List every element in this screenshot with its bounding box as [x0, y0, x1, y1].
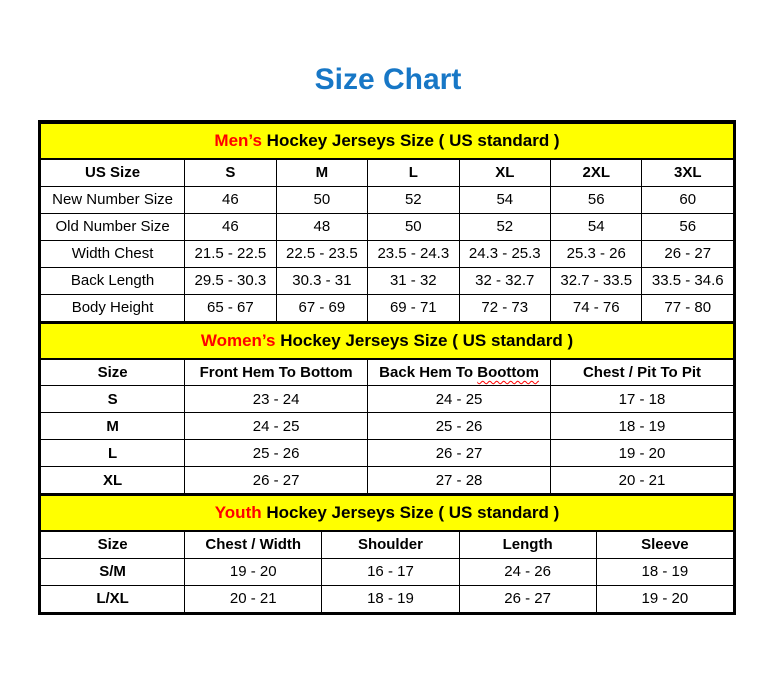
- row-label: XL: [41, 467, 185, 494]
- size-value-cell: 22.5 - 23.5: [276, 240, 367, 267]
- size-value-cell: 18 - 19: [322, 585, 459, 612]
- column-header: Back Hem To Boottom: [368, 359, 551, 386]
- size-row: [41, 440, 734, 467]
- size-value-cell: 27 - 28: [368, 467, 551, 494]
- column-header: M: [276, 159, 367, 186]
- column-header-row: [41, 159, 734, 186]
- row-label: New Number Size: [41, 186, 185, 213]
- size-value-cell: 19 - 20: [551, 440, 734, 467]
- column-header: XL: [459, 159, 550, 186]
- row-label: Old Number Size: [41, 213, 185, 240]
- row-label: M: [41, 413, 185, 440]
- column-header: S: [185, 159, 276, 186]
- womens-size-table: [40, 322, 734, 495]
- row-label: S/M: [41, 558, 185, 585]
- size-value-cell: 26 - 27: [459, 585, 596, 612]
- size-row: [41, 558, 734, 585]
- size-value-cell: 21.5 - 22.5: [185, 240, 276, 267]
- youth-size-table: [40, 494, 734, 613]
- size-value-cell: 54: [459, 186, 550, 213]
- column-header-row: [41, 359, 734, 386]
- size-value-cell: 16 - 17: [322, 558, 459, 585]
- column-header: Shoulder: [322, 531, 459, 558]
- size-tables: [38, 120, 736, 615]
- row-label: Width Chest: [41, 240, 185, 267]
- size-value-cell: 25.3 - 26: [551, 240, 642, 267]
- column-header: 3XL: [642, 159, 734, 186]
- size-value-cell: 46: [185, 213, 276, 240]
- section-header-row: [41, 495, 734, 531]
- section-header-womens: [41, 323, 734, 359]
- column-header: Sleeve: [596, 531, 733, 558]
- size-value-cell: 24 - 26: [459, 558, 596, 585]
- size-row: [41, 213, 734, 240]
- column-header: Front Hem To Bottom: [185, 359, 368, 386]
- size-value-cell: 20 - 21: [185, 585, 322, 612]
- size-value-cell: 17 - 18: [551, 386, 734, 413]
- size-value-cell: 32.7 - 33.5: [551, 267, 642, 294]
- size-row: [41, 186, 734, 213]
- section-title-rest: Hockey Jerseys Size ( US standard ): [261, 503, 560, 522]
- section-title-highlight: Women’s: [200, 330, 276, 350]
- size-value-cell: 26 - 27: [368, 440, 551, 467]
- column-header: Chest / Width: [185, 531, 322, 558]
- size-row: [41, 386, 734, 413]
- size-value-cell: 24 - 25: [185, 413, 368, 440]
- size-value-cell: 50: [368, 213, 459, 240]
- size-value-cell: 26 - 27: [642, 240, 734, 267]
- size-value-cell: 69 - 71: [368, 294, 459, 321]
- page-title: Size Chart: [314, 63, 462, 96]
- size-value-cell: 54: [551, 213, 642, 240]
- section-title-rest: Hockey Jerseys Size ( US standard ): [275, 330, 574, 350]
- size-row: [41, 294, 734, 321]
- size-value-cell: 19 - 20: [185, 558, 322, 585]
- row-label: S: [41, 386, 185, 413]
- size-value-cell: 74 - 76: [551, 294, 642, 321]
- mens-size-table: [40, 122, 734, 322]
- size-value-cell: 23.5 - 24.3: [368, 240, 459, 267]
- size-row: [41, 467, 734, 494]
- size-value-cell: 29.5 - 30.3: [185, 267, 276, 294]
- section-header-mens: [41, 123, 734, 159]
- size-value-cell: 50: [276, 186, 367, 213]
- row-label: L/XL: [41, 585, 185, 612]
- size-value-cell: 52: [368, 186, 459, 213]
- column-header: Size: [41, 531, 185, 558]
- column-header: L: [368, 159, 459, 186]
- section-header-row: [41, 123, 734, 159]
- column-header: Chest / Pit To Pit: [551, 359, 734, 386]
- size-value-cell: 56: [551, 186, 642, 213]
- size-value-cell: 31 - 32: [368, 267, 459, 294]
- size-value-cell: 26 - 27: [185, 467, 368, 494]
- size-value-cell: 19 - 20: [596, 585, 733, 612]
- size-value-cell: 25 - 26: [368, 413, 551, 440]
- column-header: Size: [41, 359, 185, 386]
- size-value-cell: 46: [185, 186, 276, 213]
- size-value-cell: 25 - 26: [185, 440, 368, 467]
- size-value-cell: 56: [642, 213, 734, 240]
- size-value-cell: 20 - 21: [551, 467, 734, 494]
- size-value-cell: 33.5 - 34.6: [642, 267, 734, 294]
- section-title-highlight: Youth: [214, 503, 262, 522]
- column-header: 2XL: [551, 159, 642, 186]
- size-value-cell: 72 - 73: [459, 294, 550, 321]
- section-header-row: [41, 323, 734, 359]
- size-value-cell: 32 - 32.7: [459, 267, 550, 294]
- size-value-cell: 60: [642, 186, 734, 213]
- section-title-highlight: Men’s: [214, 131, 262, 150]
- misspelled-word: Boottom: [477, 363, 539, 381]
- column-header: US Size: [41, 159, 185, 186]
- size-row: [41, 267, 734, 294]
- size-value-cell: 24.3 - 25.3: [459, 240, 550, 267]
- row-label: Back Length: [41, 267, 185, 294]
- size-value-cell: 67 - 69: [276, 294, 367, 321]
- size-value-cell: 24 - 25: [368, 386, 551, 413]
- section-header-youth: [41, 495, 734, 531]
- row-label: L: [41, 440, 185, 467]
- size-value-cell: 18 - 19: [551, 413, 734, 440]
- size-row: [41, 585, 734, 612]
- size-value-cell: 30.3 - 31: [276, 267, 367, 294]
- section-title-rest: Hockey Jerseys Size ( US standard ): [261, 131, 560, 150]
- column-header-row: [41, 531, 734, 558]
- size-value-cell: 77 - 80: [642, 294, 734, 321]
- size-value-cell: 52: [459, 213, 550, 240]
- size-value-cell: 23 - 24: [185, 386, 368, 413]
- size-row: [41, 413, 734, 440]
- size-row: [41, 240, 734, 267]
- size-value-cell: 48: [276, 213, 367, 240]
- row-label: Body Height: [41, 294, 185, 321]
- size-value-cell: 18 - 19: [596, 558, 733, 585]
- size-value-cell: 65 - 67: [185, 294, 276, 321]
- column-header: Length: [459, 531, 596, 558]
